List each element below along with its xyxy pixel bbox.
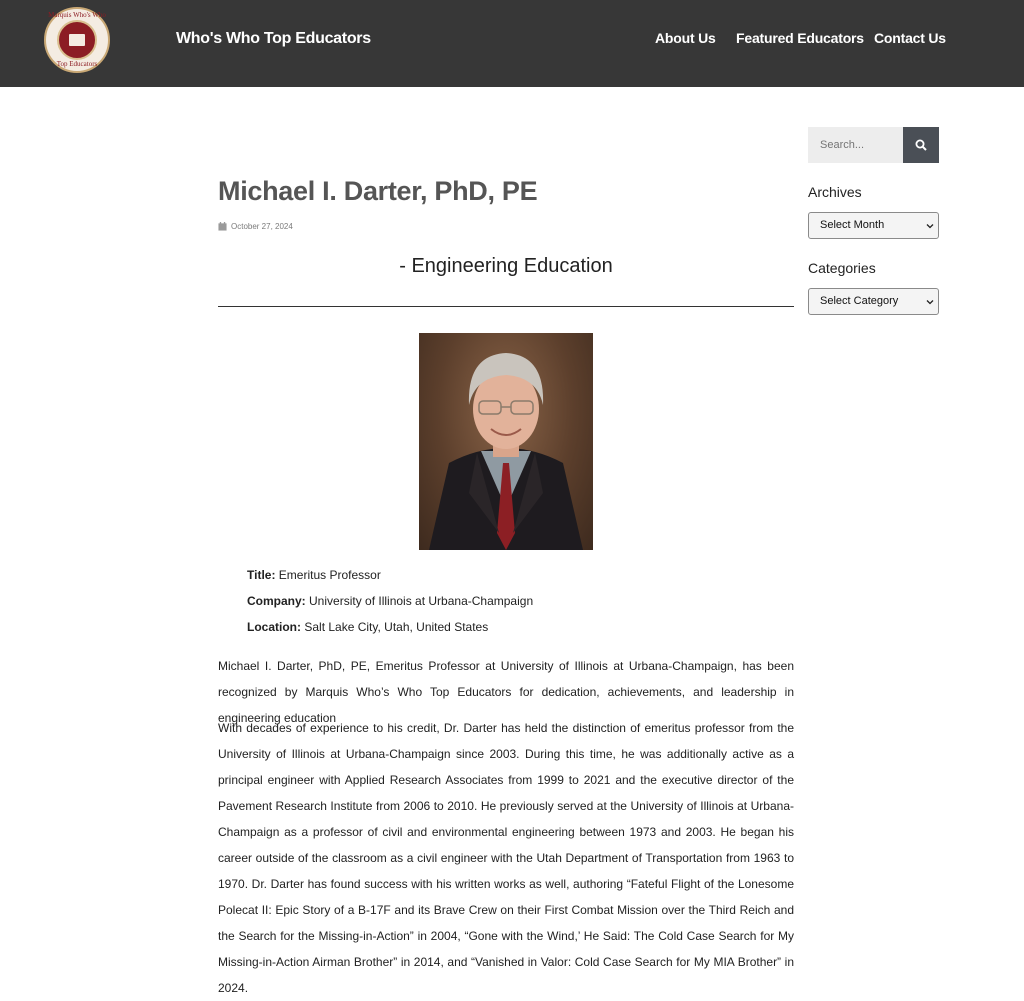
nav-featured-educators[interactable]: Featured Educators — [736, 30, 864, 46]
divider — [218, 306, 794, 307]
archives-heading: Archives — [808, 184, 862, 200]
fact-location-value: Salt Lake City, Utah, United States — [304, 620, 489, 634]
post-date-text: October 27, 2024 — [231, 222, 293, 231]
post-date — [218, 222, 293, 231]
site-header — [0, 0, 1024, 87]
calendar-icon — [218, 222, 227, 231]
chevron-down-icon — [926, 222, 934, 230]
nav-contact-us[interactable]: Contact Us — [874, 30, 946, 46]
logo-text-top: Marquis Who's Who — [48, 11, 106, 19]
page-title: Michael I. Darter, PhD, PE — [218, 176, 538, 206]
fact-company-value: University of Illinois at Urbana-Champaign — [309, 594, 534, 608]
fact-company-label: Company: — [247, 594, 306, 608]
categories-heading: Categories — [808, 260, 876, 276]
article-subtitle: - Engineering Education — [399, 255, 613, 277]
fact-location — [247, 619, 533, 645]
archives-select[interactable] — [808, 212, 939, 239]
chevron-down-icon — [926, 298, 934, 306]
fact-company — [247, 593, 533, 619]
site-title[interactable]: Who's Who Top Educators — [176, 30, 371, 47]
book-icon — [69, 34, 85, 46]
fact-location-label: Location: — [247, 620, 301, 634]
fact-title-value: Emeritus Professor — [278, 568, 381, 582]
site-logo[interactable] — [44, 7, 110, 73]
search-icon — [915, 139, 927, 151]
educator-facts — [247, 567, 533, 645]
article-paragraph-1: Michael I. Darter, PhD, PE, Emeritus Professor at University of Illinois at Urbana-Champaign, has been recognized by Marquis Who’s Who Top Educators for dedication, achievements, and leadership in engineering education — [218, 659, 794, 725]
fact-title-label: Title: — [247, 568, 276, 582]
nav-about-us[interactable]: About Us — [655, 30, 716, 46]
search-button[interactable] — [903, 127, 939, 163]
archives-select-value: Select Month — [820, 219, 885, 231]
search-input[interactable] — [808, 127, 903, 163]
logo-text-bottom: Top Educators — [56, 60, 98, 68]
portrait-illustration — [419, 333, 593, 550]
article-paragraph-2: With decades of experience to his credit, Dr. Darter has held the distinction of emeritus professor from the University of Illinois at Urbana-Champaign since 2003. During this time, he was additionally active as a principal engineer with Applied Research Associates from 1999 to 2021 and the executive director of the Pavement Research Institute from 2006 to 2010. He previously served at the University of Illinois at Urbana-Champaign as a professor of civil and environmental engineering between 1973 and 2003. He began his career outside of the classroom as a civil engineer with the Utah Department of Transportation from 1963 to 1970. Dr. Darter has found success with his written works as well, authoring “Fateful Flight of the Lonesome Polecat II: Epic Story of a B-17F and its Brave Crew on their First Combat Mission over the Third Reich and the Search for the Missing-in-Action” in 2004, “Gone with the Wind,’ He Said: The Cold Case Search for My Missing-in-Action Airman Brother” in 2014, and “Vanished in Valor: Cold Case Search for My MIA Brother” in 2024. — [218, 721, 794, 995]
logo-emblem — [57, 20, 97, 60]
categories-select-value: Select Category — [820, 295, 899, 307]
categories-select[interactable] — [808, 288, 939, 315]
fact-title — [247, 567, 533, 593]
educator-portrait — [419, 333, 593, 550]
